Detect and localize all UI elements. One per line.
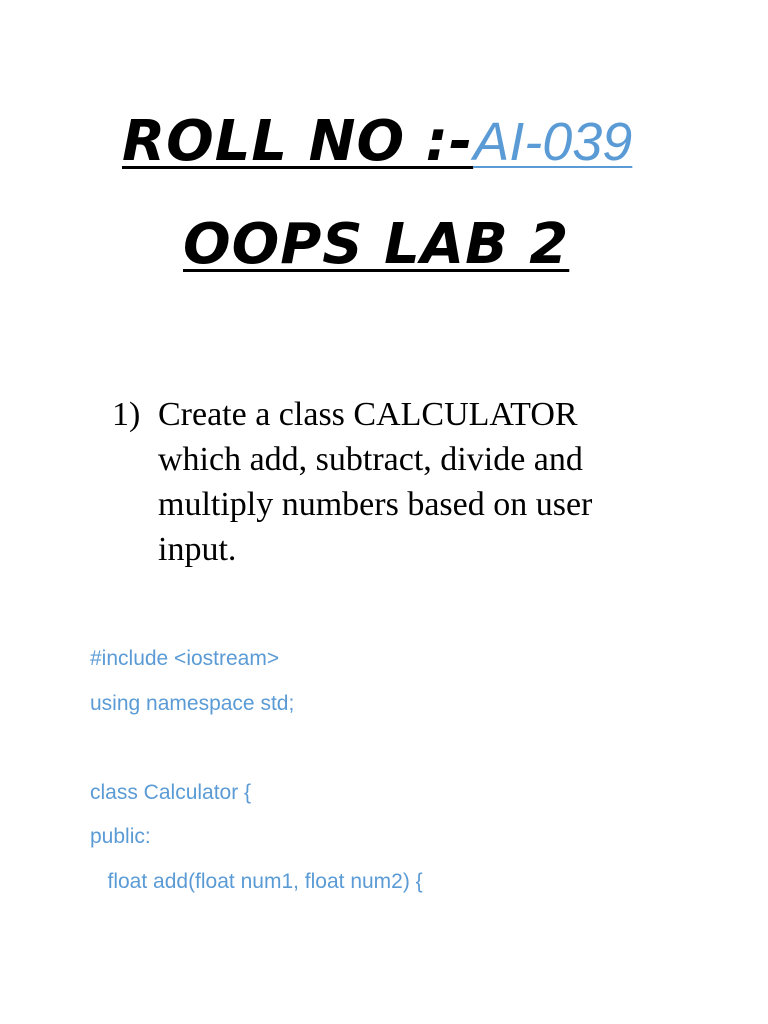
lab-title: OOPS LAB 2: [183, 212, 570, 277]
code-line: using namespace std;: [90, 692, 295, 715]
question-text: Create a class CALCULATOR which add, subtract, divide and multiply numbers based on user input.: [158, 396, 593, 568]
code-line: #include <iostream>: [90, 647, 280, 670]
code-line: public:: [90, 825, 151, 848]
code-line: class Calculator {: [90, 781, 252, 804]
roll-number-label: ROLL NO :-: [122, 109, 474, 174]
question-item: [112, 392, 632, 572]
roll-number-value: AI-039: [473, 112, 633, 172]
question-number: 1): [112, 396, 141, 433]
code-line: float add(float num1, float num2) {: [90, 870, 423, 893]
roll-number-heading: [122, 110, 632, 174]
